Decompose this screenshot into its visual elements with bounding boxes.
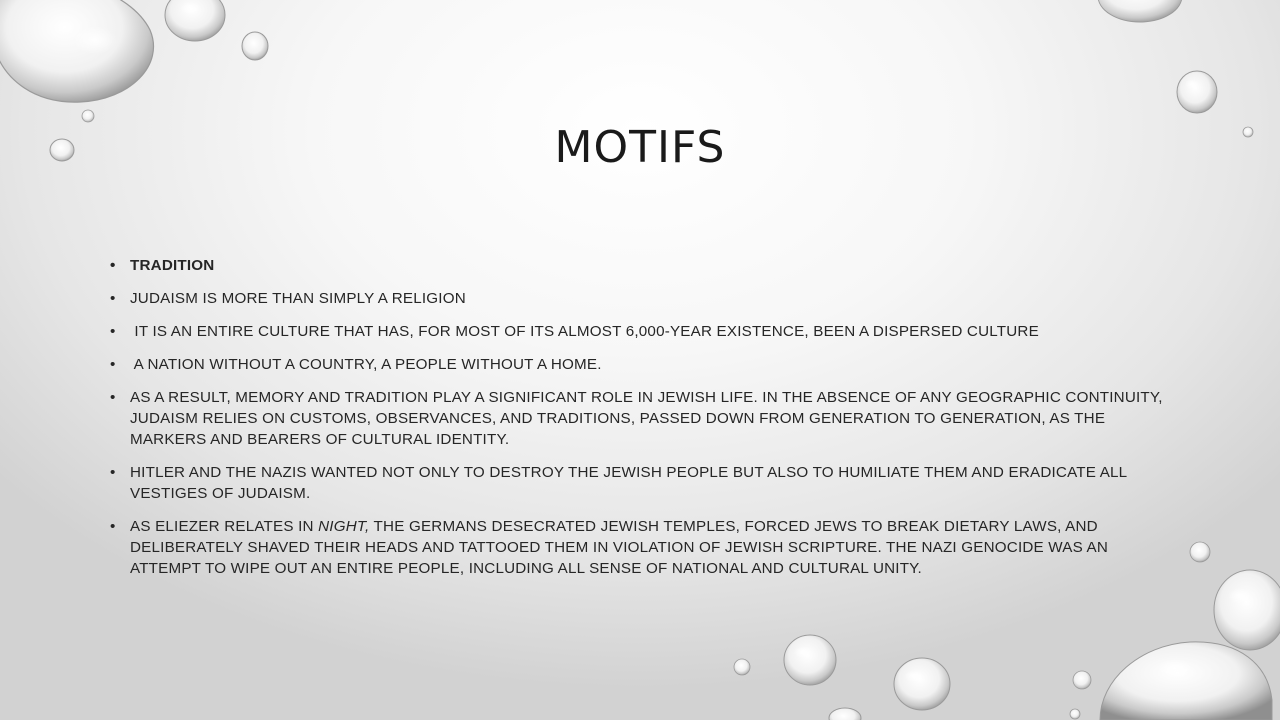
- droplet: [784, 635, 836, 685]
- bullet-item: • TRADITION: [110, 255, 1170, 276]
- slide-title: MOTIFS: [554, 122, 726, 173]
- droplet: [1098, 0, 1182, 22]
- bullet-item: • AS A RESULT, MEMORY AND TRADITION PLAY A SIGNIFICANT ROLE IN JEWISH LIFE. IN THE ABSENCE OF ANY GEOGRAPHIC CONTINUITY, JUDAISM RELIES ON CUSTOMS, OBSERVANCES, AND TRADITIONS, PASSED DOWN FROM GENERATION TO GENERATION, AS THE MARKERS AND BEARERS OF CULTURAL IDENTITY.: [110, 387, 1170, 450]
- bullet-item: • IT IS AN ENTIRE CULTURE THAT HAS, FOR MOST OF ITS ALMOST 6,000-YEAR EXISTENCE, BEEN A DISPERSED CULTURE: [110, 321, 1170, 342]
- droplet: [0, 0, 154, 102]
- droplet: [1100, 642, 1272, 720]
- droplet: [242, 32, 268, 60]
- bullet-item: • JUDAISM IS MORE THAN SIMPLY A RELIGION: [110, 288, 1170, 309]
- bullet-text: THE GERMANS DESECRATED JEWISH TEMPLES, FORCED JEWS TO BREAK DIETARY LAWS, AND DELIBERATELY SHAVED THEIR HEADS AND TATTOOED THEM IN VIOLATION OF JEWISH SCRIPTURE. THE NAZI GENOCIDE WAS AN ATTEMPT TO WIPE OUT AN ENTIRE PEOPLE, INCLUDING ALL SENSE OF NATIONAL AND CULTURAL UNITY.: [130, 518, 1112, 577]
- bullet-list: [110, 255, 1170, 591]
- droplet: [734, 659, 750, 675]
- bullet-item: • HITLER AND THE NAZIS WANTED NOT ONLY TO DESTROY THE JEWISH PEOPLE BUT ALSO TO HUMILIATE THEM AND ERADICATE ALL VESTIGES OF JUDAISM.: [110, 462, 1170, 504]
- bullet-item: • A NATION WITHOUT A COUNTRY, A PEOPLE WITHOUT A HOME.: [110, 354, 1170, 375]
- book-title-night: NIGHT,: [318, 518, 370, 535]
- droplet: [1070, 709, 1080, 719]
- droplet: [1177, 71, 1217, 113]
- droplet: [1214, 570, 1280, 650]
- bullet-text: AS ELIEZER RELATES IN: [130, 518, 319, 535]
- droplet: [829, 708, 861, 720]
- bullet-item: [110, 516, 1170, 579]
- droplet: [165, 0, 225, 41]
- droplet: [894, 658, 950, 710]
- droplet: [1190, 542, 1210, 562]
- droplet: [1073, 671, 1091, 689]
